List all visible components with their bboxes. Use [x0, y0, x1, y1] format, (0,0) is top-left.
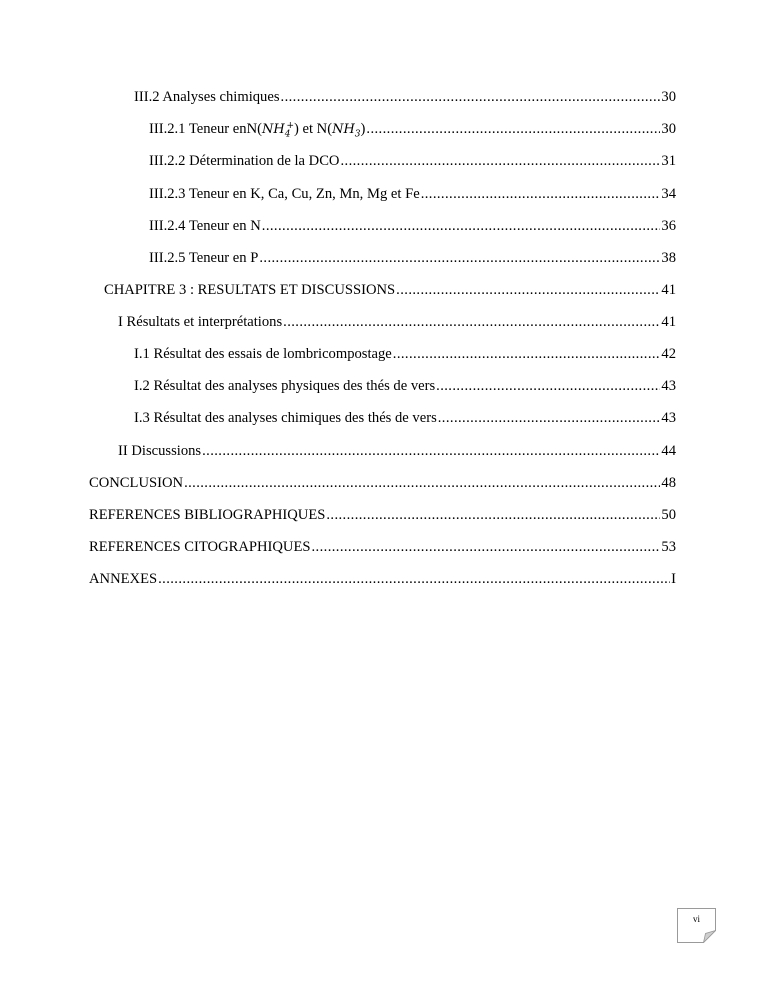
toc-entry-title: I Résultats et interprétations — [118, 314, 283, 330]
toc-entry-title — [149, 118, 365, 141]
toc-entry[interactable] — [134, 375, 676, 397]
toc-entry-title: I.1 Résultat des essais de lombricompostage — [134, 346, 392, 362]
toc-entry[interactable] — [89, 472, 676, 494]
math-subscript: 3 — [354, 129, 361, 140]
toc-entry[interactable] — [149, 215, 676, 237]
toc-title-text: ) — [360, 121, 366, 137]
toc-leader-dots — [438, 407, 661, 429]
page-number: vi — [692, 914, 700, 924]
toc-entry[interactable] — [149, 150, 676, 172]
toc-entry[interactable] — [118, 311, 676, 333]
toc-leader-dots — [366, 118, 660, 140]
toc-entry-title: III.2.4 Teneur en N — [149, 218, 261, 234]
toc-entry-title: III.2.2 Détermination de la DCO — [149, 153, 340, 169]
toc-entry-page: 44 — [661, 443, 676, 459]
toc-entry-page: 30 — [661, 89, 676, 105]
toc-entry-page: 41 — [661, 314, 676, 330]
toc-leader-dots — [396, 279, 660, 301]
toc-entry-page: 41 — [661, 282, 676, 298]
toc-entry-title: III.2 Analyses chimiques — [134, 89, 280, 105]
math-superscript: + — [286, 120, 294, 131]
math-symbol: NH — [261, 122, 285, 137]
math-subscript: 4 — [284, 129, 291, 140]
toc-leader-dots — [259, 247, 660, 269]
toc-entry[interactable] — [149, 247, 676, 269]
toc-entry-title: III.2.3 Teneur en K, Ca, Cu, Zn, Mn, Mg et Fe — [149, 186, 420, 202]
toc-leader-dots — [326, 504, 660, 526]
toc-leader-dots — [436, 375, 660, 397]
math-formula — [261, 120, 294, 140]
toc-entry[interactable] — [89, 536, 676, 558]
toc-entry-title: III.2.5 Teneur en P — [149, 250, 259, 266]
math-formula — [332, 122, 361, 140]
toc-entry-title: II Discussions — [118, 443, 202, 459]
toc-entry[interactable] — [134, 86, 676, 108]
toc-entry-page: 50 — [661, 507, 676, 523]
toc-entry[interactable] — [89, 504, 676, 526]
toc-entry-title: REFERENCES BIBLIOGRAPHIQUES — [89, 507, 326, 523]
toc-entry[interactable] — [104, 279, 676, 301]
toc-entry[interactable] — [89, 568, 676, 590]
toc-entry-page: 53 — [661, 539, 676, 555]
toc-leader-dots — [262, 215, 661, 237]
toc-entry-page: 43 — [661, 410, 676, 426]
toc-leader-dots — [312, 536, 661, 558]
toc-entry-title: I.3 Résultat des analyses chimiques des thés de vers — [134, 410, 437, 426]
toc-entry-title: I.2 Résultat des analyses physiques des thés de vers — [134, 378, 436, 394]
toc-leader-dots — [158, 568, 670, 590]
math-symbol: NH — [332, 122, 355, 137]
toc-entry-page: 42 — [661, 346, 676, 362]
toc-entry-title: CHAPITRE 3 : RESULTATS ET DISCUSSIONS — [104, 282, 396, 298]
toc-entry-page: I — [671, 571, 676, 587]
toc-entry[interactable] — [134, 407, 676, 429]
toc-entry[interactable] — [118, 440, 676, 462]
toc-leader-dots — [421, 183, 661, 205]
toc-entry-title: ANNEXES — [89, 571, 158, 587]
toc-title-text: III.2.1 Teneur enN( — [149, 121, 262, 137]
toc-entry-page: 34 — [661, 186, 676, 202]
toc-leader-dots — [393, 343, 661, 365]
toc-entry[interactable] — [149, 183, 676, 205]
toc-entry-title: REFERENCES CITOGRAPHIQUES — [89, 539, 311, 555]
toc-title-text: ) et N( — [293, 121, 333, 137]
toc-leader-dots — [340, 150, 660, 172]
toc-entry-page: 31 — [661, 153, 676, 169]
toc-entry-page: 48 — [661, 475, 676, 491]
toc-leader-dots — [281, 86, 661, 108]
toc-entry[interactable] — [149, 118, 676, 140]
toc-leader-dots — [283, 311, 660, 333]
toc-entry-page: 36 — [661, 218, 676, 234]
toc-leader-dots — [202, 440, 660, 462]
toc-entry[interactable] — [134, 343, 676, 365]
toc-leader-dots — [184, 472, 660, 494]
toc-entry-page: 38 — [661, 250, 676, 266]
toc-entry-page: 30 — [661, 121, 676, 137]
toc-entry-title: CONCLUSION — [89, 475, 184, 491]
toc-entry-page: 43 — [661, 378, 676, 394]
